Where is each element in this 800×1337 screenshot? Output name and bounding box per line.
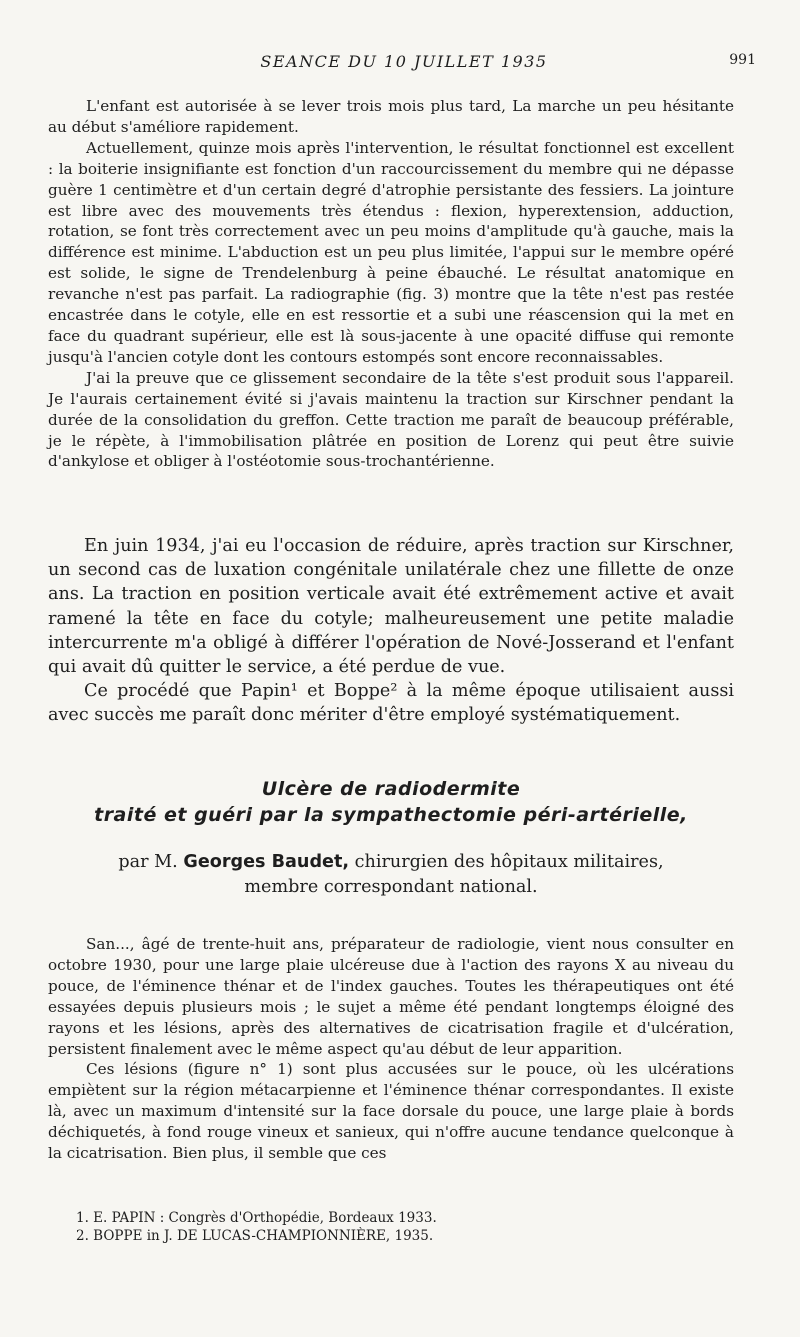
article-body-text — [48, 934, 734, 1164]
byline-prefix: par M. — [118, 852, 178, 872]
paragraph: Ces lésions (figure n° 1) sont plus accusées sur le pouce, où les ulcérations empiètent sur la région métacarpienne et l'éminence thénar correspondantes. Il existe là, avec un maximum d'intensité sur la face dorsale du pouce, une large plaie à bords déchiquetés, à fond rouge vineux et sanieux, qui n'offre aucune tendance quelconque à la cicatrisation. Bien plus, il semble que ces — [48, 1060, 734, 1163]
byline-role: chirurgien des hôpitaux militaires, — [354, 852, 664, 872]
author-name: Georges Baudet, — [183, 852, 350, 872]
paragraph: L'enfant est autorisée à se lever trois mois plus tard, La marche un peu hésitante au début s'améliore rapidement. — [48, 97, 734, 136]
paragraph: J'ai la preuve que ce glissement secondaire de la tête s'est produit sous l'appareil. Je l'aurais certainement évité si j'avais maintenu la traction sur Kirschner pendant la durée de la consolidation du greffon. Cette traction me paraît de beaucoup préférable, je le répète, à l'immobilisation plâtrée en position de Lorenz qui peut être suivie d'ankylose et obliger à l'ostéotomie sous-trochantérienne. — [48, 368, 734, 471]
footnote: 2. BOPPE in J. DE LUCAS-CHAMPIONNIÈRE, 1935. — [76, 1228, 434, 1244]
paragraph: San..., âgé de trente-huit ans, préparateur de radiologie, vient nous consulter en octobre 1930, pour une large plaie ulcéreuse due à l'action des rayons X au niveau du pouce, de l'éminence thénar et de l'index gauches. Toutes les thérapeutiques ont été essayées depuis plusieurs mois ; le sujet a même été pendant longtemps éloigné des rayons et les lésions, après des alternatives de cicatrisation fragile et d'ulcération, persistent finalement avec le même aspect qu'au début de leur apparition. — [48, 935, 734, 1058]
running-header — [48, 52, 760, 74]
paragraph: Ce procédé que Papin¹ et Boppe² à la même époque utilisaient aussi avec succès me paraît donc mériter d'être employé systématiquement. — [48, 681, 734, 726]
article-title-line: Ulcère de radiodermite — [261, 778, 521, 800]
conclusion-text — [48, 534, 734, 728]
article-title-line: traité et guéri par la sympathectomie péri-artérielle, — [94, 804, 688, 826]
page-number: 991 — [729, 52, 756, 68]
case-continuation-text — [48, 96, 734, 472]
article-byline — [48, 850, 734, 900]
article-title — [48, 776, 734, 828]
paragraph: En juin 1934, j'ai eu l'occasion de réduire, après traction sur Kirschner, un second cas de luxation congénitale unilatérale chez une fillette de onze ans. La traction en position verticale avait été extrêmement active et avait ramené la tête en face du cotyle; malheureusement une petite maladie intercurrente m'a obligé à différer l'opération de Nové-Josserand et l'enfant qui avait dû quitter le service, a été perdue de vue. — [48, 536, 734, 678]
header-title: SEANCE DU 10 JUILLET 1935 — [260, 52, 548, 71]
paragraph: Actuellement, quinze mois après l'intervention, le résultat fonctionnel est excellent : la boiterie insignifiante est fonction d'un raccourcissement du membre qui ne dépasse guère 1 centimètre et d'un certain degré d'atrophie persistante des fessiers. La jointure est libre avec des mouvements très étendus : flexion, hyperextension, adduction, rotation, se font très correctement avec un peu moins d'amplitude qu'à gauche, mais la différence est minime. L'abduction est un peu plus limitée, l'appui sur le membre opéré est solide, le signe de Trendelenburg à peine ébauché. Le résultat anatomique en revanche n'est pas parfait. La radiographie (fig. 3) montre que la tête n'est pas restée encastrée dans le cotyle, elle en est ressortie et a subi une réascension qui la met en face du quadrant supérieur, elle est là sous-jacente à une opacité diffuse qui remonte jusqu'à l'ancien cotyle dont les contours estompés sont encore reconnaissables. — [48, 138, 734, 366]
byline-membership: membre correspondant national. — [244, 877, 538, 897]
footnote: 1. E. PAPIN : Congrès d'Orthopédie, Bordeaux 1933. — [76, 1210, 437, 1226]
